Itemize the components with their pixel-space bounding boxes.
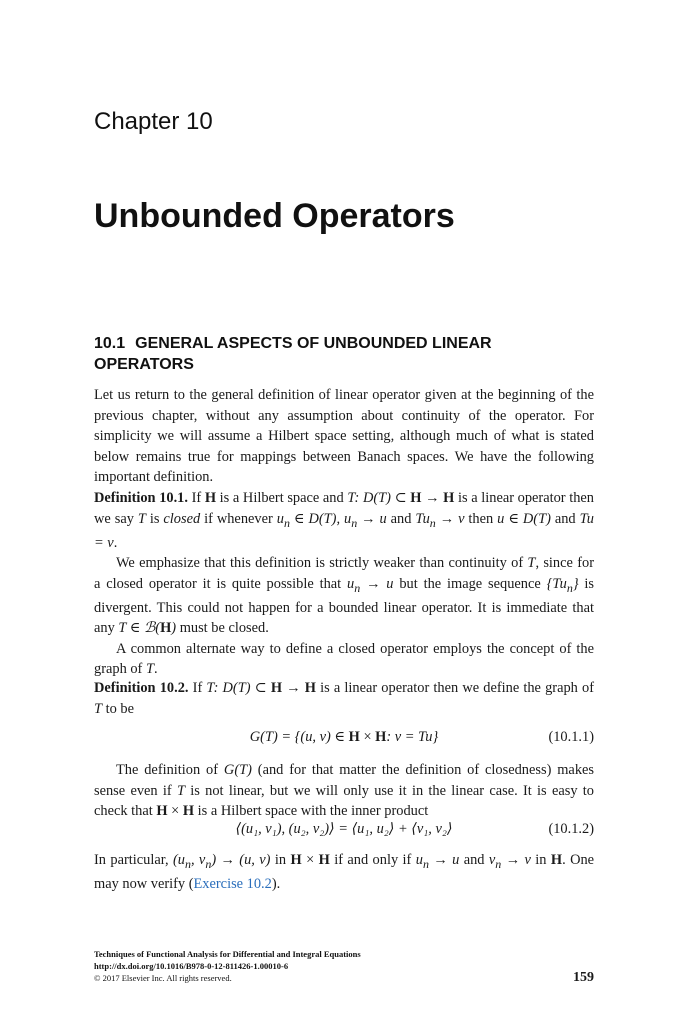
definition-10-1-label: Definition 10.1.: [94, 490, 188, 506]
paragraph-definition-gt-text: The definition of G(T) (and for that matter the definition of closedness) makes sense even if T is not linear, but we will only use it in the linear case. It is easy to check that H × H is a Hilbert space with the inner product: [94, 762, 594, 819]
paragraph-weaker-text: We emphasize that this definition is strictly weaker than continuity of T, since for a closed operator it is quite possible that $u_n \to u$ but the image sequence $\{Tu_n\}$ is divergent. This could not happen for a bounded linear operator. It is immediate that any T ∈ ℬ(H) must be closed.: [94, 555, 595, 637]
definition-10-1-text: Definition 10.1. If H is a Hilbert space and T: D(T) ⊂ H → H is a linear operator then we say T is closed if whenever $u_n$ ∈ D(T), $u_n \to u$ and $Tu_n \to v$ then u ∈ D(T) and Tu = v.: [94, 490, 595, 551]
closed-term: closed: [163, 510, 201, 527]
chapter-label: Chapter 10: [94, 108, 213, 135]
equation-10-1-1-formula: G(T) = {(u, v) ∈ H × H: v = Tu}: [249, 729, 439, 745]
intro-text: Let us return to the general definition of linear operator given at the beginning of the previous chapter, without any assumption about continuity of the operator. For simplicity we will assume a Hilbert space setting, although much of what is stated below remains true for mappings between Banach spaces. We have the following important definition.: [94, 387, 594, 485]
section-title: GENERAL ASPECTS OF UNBOUNDED LINEAR OPERATORS: [94, 335, 492, 373]
paragraph-convergence-text: In particular, ($u_n$, $v_n) \to (u$, v) in H × H if and only if $u_n \to u$ and $v_n \to v$ in H. One may now verify (Exercise 10.2).: [94, 852, 595, 893]
section-number: 10.1: [94, 335, 126, 352]
paragraph-convergence: [94, 850, 594, 895]
definition-10-2-text: Definition 10.2. If T: D(T) ⊂ H → H is a linear operator then we define the graph of T to be: [94, 680, 594, 717]
paragraph-weaker: [94, 553, 594, 680]
chapter-title: Unbounded Operators: [94, 197, 455, 235]
intro-paragraph: [94, 385, 594, 488]
paragraph-definition-gt: [94, 760, 594, 822]
footer: [94, 948, 594, 984]
equation-10-1-1: [94, 726, 594, 748]
equation-10-1-2-formula: ⟨(u₁, v₁), (u₂, v₂)⟩ = ⟨u₁, u₂⟩ + ⟨v₁, v₂⟩: [235, 821, 453, 837]
footer-book-title: Techniques of Functional Analysis for Differential and Integral Equations: [94, 949, 361, 959]
equation-number: (10.1.2): [548, 821, 594, 837]
page-number: 159: [573, 970, 594, 985]
definition-10-2: [94, 678, 594, 719]
exercise-link[interactable]: Exercise 10.2: [193, 876, 272, 893]
definition-10-2-label: Definition 10.2.: [94, 680, 189, 696]
paragraph-graph-intro: A common alternate way to define a closed operator employs the concept of the graph of T.: [94, 640, 594, 678]
equation-10-1-2: [94, 818, 594, 840]
section-heading: [94, 333, 594, 375]
definition-10-1: [94, 488, 594, 553]
footer-copyright: © 2017 Elsevier Inc. All rights reserved.: [94, 973, 232, 983]
footer-doi-link[interactable]: http://dx.doi.org/10.1016/B978-0-12-811426-1.00010-6: [94, 961, 289, 971]
equation-number: (10.1.1): [548, 729, 594, 745]
